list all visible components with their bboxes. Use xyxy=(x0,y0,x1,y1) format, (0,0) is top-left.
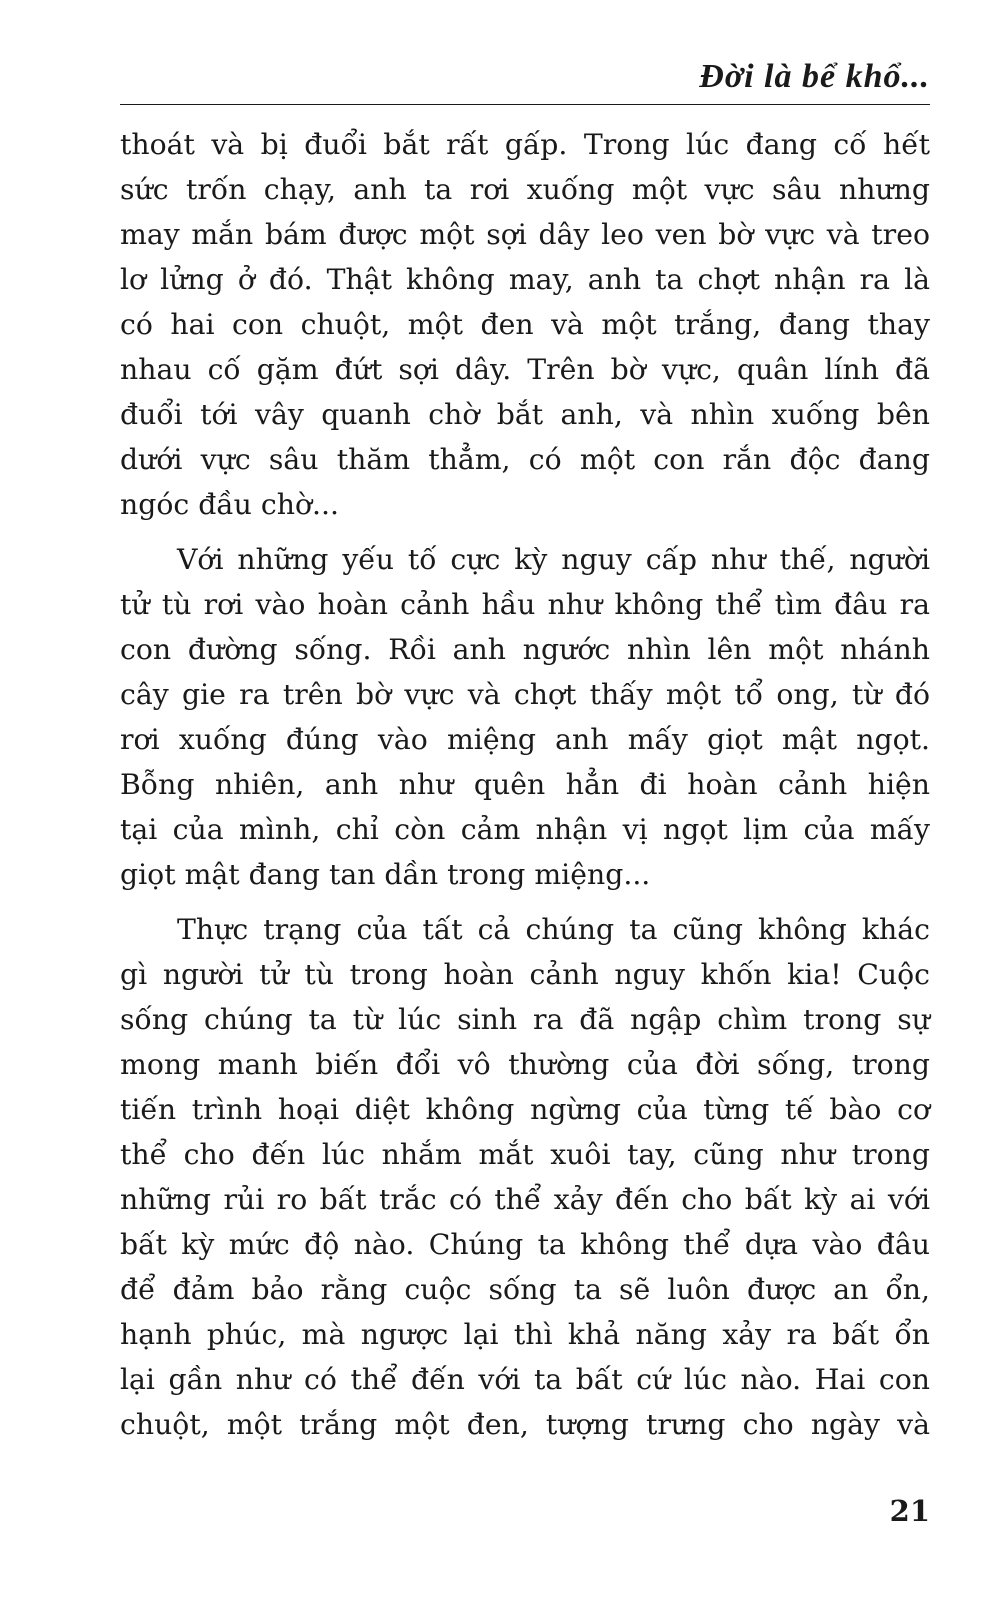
text-line: sống chúng ta từ lúc sinh ra đã ngập chìm trong sự xyxy=(120,1003,930,1036)
text-line: đuổi tới vây quanh chờ bắt anh, và nhìn xuống bên xyxy=(120,398,930,431)
paragraph-1 xyxy=(120,122,930,527)
text-line: cây gie ra trên bờ vực và chợt thấy một tổ ong, từ đó xyxy=(120,678,930,711)
text-line: may mắn bám được một sợi dây leo ven bờ vực và treo xyxy=(120,218,930,251)
text-line: tiến trình hoại diệt không ngừng của từng tế bào cơ xyxy=(120,1093,930,1126)
text-line: dưới vực sâu thăm thẳm, có một con rắn độc đang xyxy=(120,443,930,476)
body-text xyxy=(120,122,930,1447)
text-line: nhau cố gặm đứt sợi dây. Trên bờ vực, quân lính đã xyxy=(120,353,930,386)
text-line: hạnh phúc, mà ngược lại thì khả năng xảy ra bất ổn xyxy=(120,1318,930,1351)
text-line: rơi xuống đúng vào miệng anh mấy giọt mật ngọt. xyxy=(120,723,930,756)
text-line: tại của mình, chỉ còn cảm nhận vị ngọt lịm của mấy xyxy=(120,813,930,846)
text-line: gì người tử tù trong hoàn cảnh nguy khốn kia! Cuộc xyxy=(120,958,930,991)
text-line: con đường sống. Rồi anh ngước nhìn lên một nhánh xyxy=(120,633,930,666)
text-line: giọt mật đang tan dần trong miệng... xyxy=(120,858,651,891)
paragraph-spacer xyxy=(120,897,930,907)
text-line: mong manh biến đổi vô thường của đời sống, trong xyxy=(120,1048,930,1081)
text-line: bất kỳ mức độ nào. Chúng ta không thể dựa vào đâu xyxy=(120,1228,930,1261)
text-line: có hai con chuột, một đen và một trắng, đang thay xyxy=(120,308,930,341)
text-line: để đảm bảo rằng cuộc sống ta sẽ luôn được an ổn, xyxy=(120,1273,930,1306)
text-line: lơ lửng ở đó. Thật không may, anh ta chợt nhận ra là xyxy=(120,263,930,296)
text-line: thể cho đến lúc nhắm mắt xuôi tay, cũng như trong xyxy=(120,1138,930,1171)
text-line: Với những yếu tố cực kỳ nguy cấp như thế, người xyxy=(177,543,930,576)
text-line: lại gần như có thể đến với ta bất cứ lúc nào. Hai con xyxy=(120,1363,930,1396)
paragraph-2 xyxy=(120,537,930,897)
header-divider xyxy=(120,104,930,105)
page-number: 21 xyxy=(889,1494,930,1528)
paragraph-3 xyxy=(120,907,930,1447)
text-line: tử tù rơi vào hoàn cảnh hầu như không thể tìm đâu ra xyxy=(120,588,930,621)
text-line: sức trốn chạy, anh ta rơi xuống một vực sâu nhưng xyxy=(120,173,930,206)
text-line: Thực trạng của tất cả chúng ta cũng không khác xyxy=(177,913,930,946)
text-line: ngóc đầu chờ... xyxy=(120,488,339,521)
paragraph-spacer xyxy=(120,527,930,537)
text-line: những rủi ro bất trắc có thể xảy đến cho bất kỳ ai với xyxy=(120,1183,930,1216)
running-header-title: Đời là bể khổ... xyxy=(699,58,930,95)
text-line: chuột, một trắng một đen, tượng trưng cho ngày và xyxy=(120,1408,930,1441)
text-line: Bỗng nhiên, anh như quên hẳn đi hoàn cảnh hiện xyxy=(120,768,930,801)
text-line: thoát và bị đuổi bắt rất gấp. Trong lúc đang cố hết xyxy=(120,128,930,161)
